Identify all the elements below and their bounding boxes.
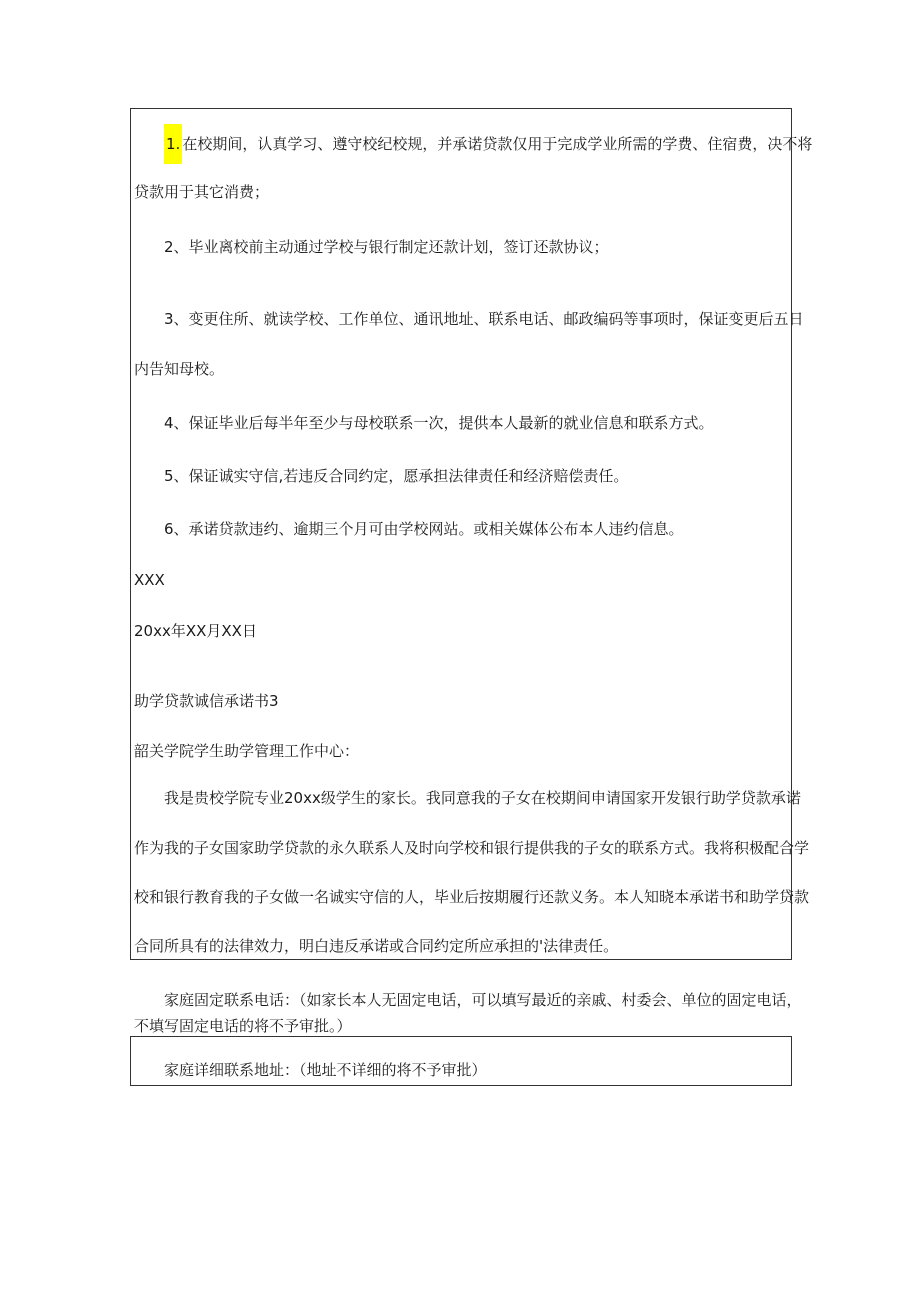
- address-instruction: 家庭详细联系地址：（地址不详细的将不予审批）: [164, 1061, 487, 1079]
- signature-name: XXX: [134, 571, 165, 589]
- letter-title: 助学贷款诚信承诺书3: [134, 692, 279, 710]
- item-1: [164, 124, 812, 164]
- item-4: 4、保证毕业后每半年至少与母校联系一次，提供本人最新的就业信息和联系方式。: [164, 414, 714, 432]
- item-5: 5、保证诚实守信,若违反合同约定，愿承担法律责任和经济赔偿责任。: [164, 467, 629, 485]
- phone-instruction-line-1: 家庭固定联系电话：（如家长本人无固定电话，可以填写最近的亲戚、村委会、单位的固定电话，: [164, 991, 802, 1009]
- signature-date: 20xx年XX月XX日: [134, 622, 257, 640]
- item-2: 2、毕业离校前主动通过学校与银行制定还款计划，签订还款协议；: [164, 238, 609, 256]
- letter-body-line: 校和银行教育我的子女做一名诚实守信的人，毕业后按期履行还款义务。本人知晓本承诺书和助学贷款: [134, 888, 810, 906]
- phone-instruction-line-2: 不填写固定电话的将不予审批。）: [134, 1017, 352, 1035]
- letter-salutation: 韶关学院学生助学管理工作中心：: [134, 742, 360, 760]
- item-1-number-highlight: 1.: [164, 124, 182, 164]
- letter-body-line: 我是贵校学院专业20xx级学生的家长。我同意我的子女在校期间申请国家开发银行助学贷款承诺: [164, 789, 801, 807]
- letter-body-line: 作为我的子女国家助学贷款的永久联系人及时向学校和银行提供我的子女的联系方式。我将积极配合学: [134, 839, 810, 857]
- item-3: 3、变更住所、就读学校、工作单位、通讯地址、联系电话、邮政编码等事项时，保证变更后五日: [164, 310, 804, 328]
- letter-body-line: 合同所具有的法律效力，明白违反承诺或合同约定所应承担的'法律责任。: [134, 937, 619, 955]
- item-3-continuation: 内告知母校。: [134, 360, 225, 378]
- item-6: 6、承诺贷款违约、逾期三个月可由学校网站。或相关媒体公布本人违约信息。: [164, 520, 684, 538]
- item-1-continuation: 贷款用于其它消费；: [134, 183, 270, 201]
- item-1-text: 在校期间，认真学习、遵守校纪校规，并承诺贷款仅用于完成学业所需的学费、住宿费，决不将: [182, 135, 813, 153]
